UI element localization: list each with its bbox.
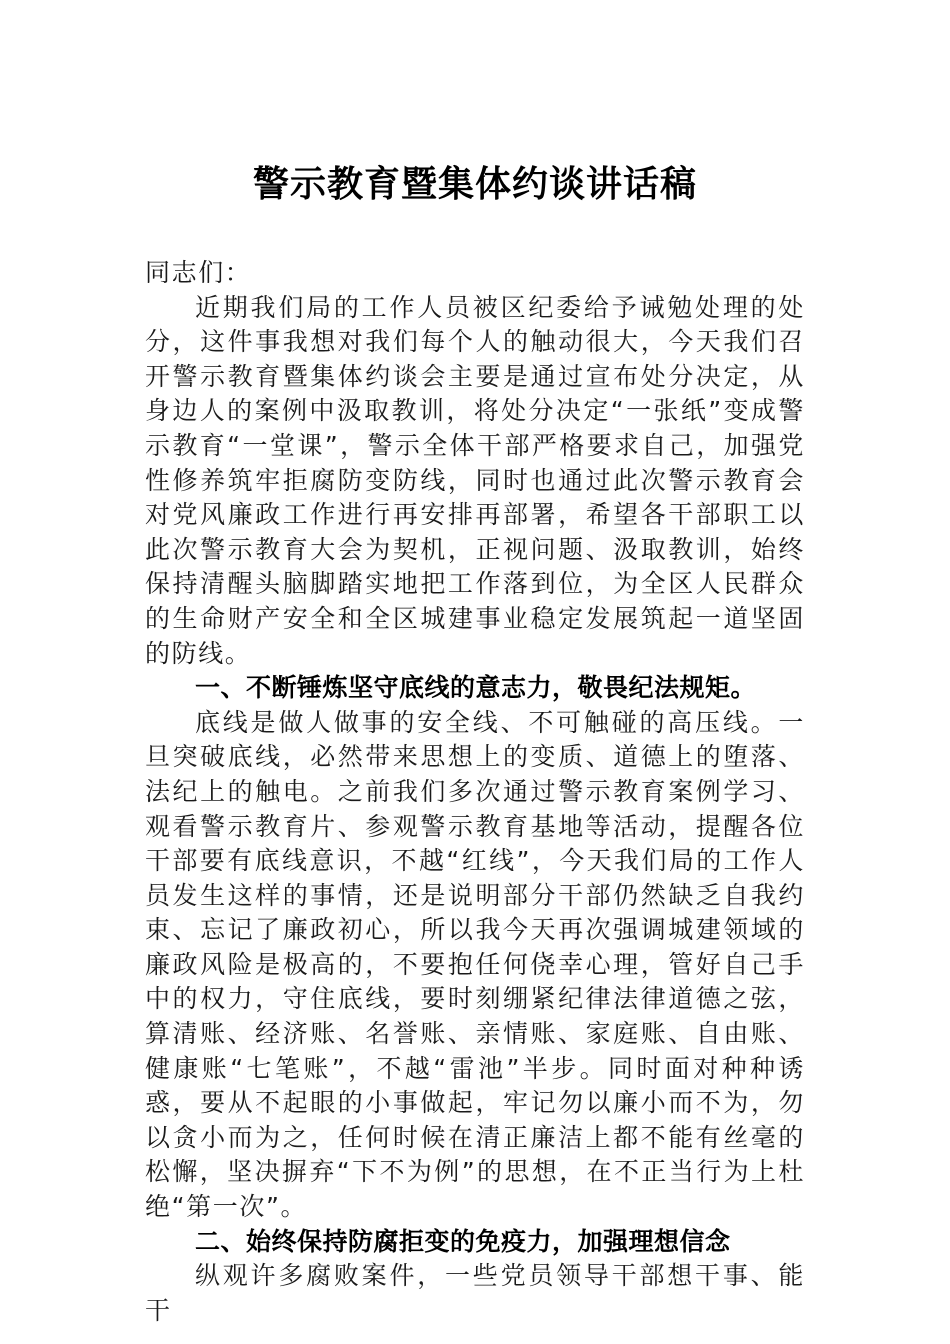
section-heading-1: 一、不断锤炼坚守底线的意志力，敬畏纪法规矩。 xyxy=(195,673,757,703)
document-title: 警示教育暨集体约谈讲话稿 xyxy=(252,163,697,205)
section-heading-2: 二、始终保持防腐拒变的免疫力，加强理想信念 xyxy=(195,1226,731,1256)
paragraph-section-1: 底线是做人做事的安全线、不可触碰的高压线。一旦突破底线，必然带来思想上的变质、道德上的堕落、法纪上的触电。之前我们多次通过警示教育案例学习、观看警示教育片、参观警示教育基地等活动，提醒各位干部要有底线意识，不越“红线”，今天我们局的工作人员发生这样的事情，还是说明部分干部仍然缺乏自我约束、忘记了廉政初心，所以我今天再次强调城建领域的廉政风险是极高的，不要抱任何侥幸心理，管好自己手中的权力，守住底线，要时刻绷紧纪律法律道德之弦，算清账、经济账、名誉账、亲情账、家庭账、自由账、健康账“七笔账”，不越“雷池”半步。同时面对种种诱惑，要从不起眼的小事做起，牢记勿以廉小而不为，勿以贪小而为之，任何时候在清正廉洁上都不能有丝毫的松懈，坚决摒弃“下不为例”的思想，在不正当行为上杜绝“第一次”。 xyxy=(145,707,805,1222)
salutation: 同志们： xyxy=(145,258,252,287)
document-body xyxy=(145,256,805,1328)
paragraph-intro: 近期我们局的工作人员被区纪委给予诫勉处理的处分，这件事我想对我们每个人的触动很大，今天我们召开警示教育暨集体约谈会主要是通过宣布处分决定，从身边人的案例中汲取教训，将处分决定“一张纸”变成警示教育“一堂课”，警示全体干部严格要求自己，加强党性修养筑牢拒腐防变防线，同时也通过此次警示教育会对党风廉政工作进行再安排再部署，希望各干部职工以此次警示教育大会为契机，正视问题、汲取教训，始终保持清醒头脑脚踏实地把工作落到位，为全区人民群众的生命财产安全和全区城建事业稳定发展筑起一道坚固的防线。 xyxy=(145,292,805,668)
paragraph-section-2: 纵观许多腐败案件，一些党员领导干部想干事、能干 xyxy=(145,1261,805,1325)
